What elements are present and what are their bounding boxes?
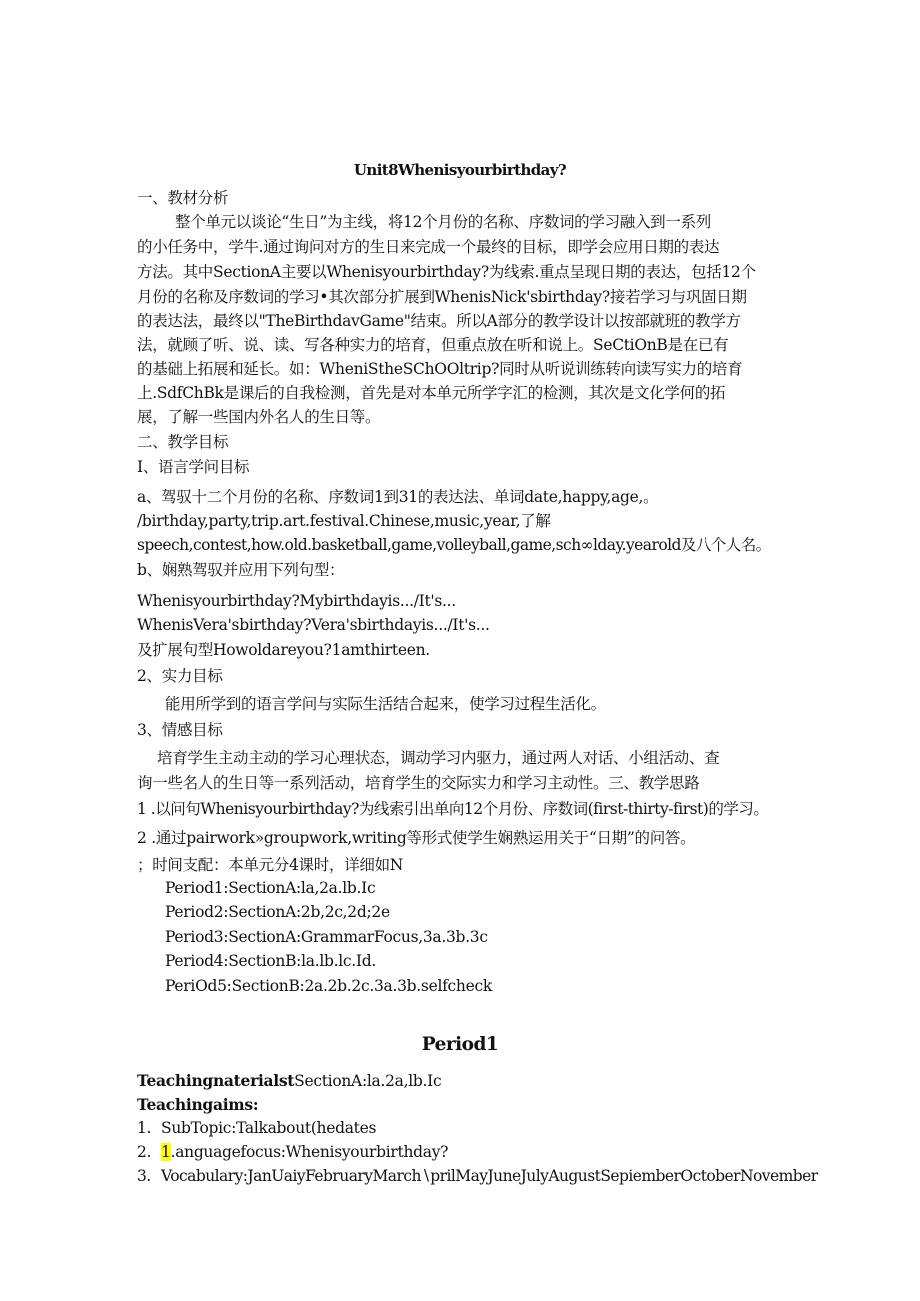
sentence-pattern: WhenisVera'sbirthday?Vera'sbirthdayis.../It's... bbox=[137, 616, 490, 634]
period-schedule-item: Period3:SectionA:GrammarFocus,3a.3b.3c bbox=[165, 928, 488, 946]
period-title: Period1 bbox=[421, 1034, 499, 1055]
aim-number: 3. bbox=[137, 1167, 151, 1185]
highlighted-text: 1 bbox=[161, 1143, 171, 1161]
aim-item bbox=[137, 1164, 818, 1188]
goal-a-line: /birthday,party,trip.art.festival.Chinese,music,year,了解 bbox=[137, 512, 551, 530]
aim-number: 1. bbox=[137, 1119, 152, 1137]
paragraph-line: 的表达法，最终以"TheBirthdavGame"结束。所以A部分的教学设计以按部就班的教学方 bbox=[137, 312, 741, 330]
section-heading-teaching-goals: 二、教学目标 bbox=[137, 433, 229, 451]
aim-text: SubTopic:Talkabout(hedates bbox=[161, 1119, 377, 1137]
aim-number: 2. bbox=[137, 1143, 152, 1161]
aim-text: Vocabulary:JanUaiyFebruaryMarch∖prilMayJuneJulyAugustSepiemberOctoberNovember bbox=[161, 1167, 818, 1185]
paragraph-line: 上.SdfChBk是课后的自我检测，首先是对本单元所学字汇的检测，其次是文化学何的拓 bbox=[137, 384, 726, 402]
goal-a-line: a、驾驭十二个月份的名称、序数词1到31的表达法、单词date,happy,age,。 bbox=[137, 488, 659, 506]
section-heading-textbook-analysis: 一、教材分析 bbox=[137, 189, 229, 207]
paragraph-line: 的小任务中，学牛.通过询问对方的生日来完成一个最终的目标，即学会应用日期的表达 bbox=[137, 238, 720, 256]
paragraph-line: 月份的名称及序数词的学习•其次部分扩展到WhenisNick'sbirthday?接若学习与巩固日期 bbox=[137, 288, 747, 306]
paragraph-line: 培育学生主动主动的学习心理状态，调动学习内驱力，通过两人对话、小组活动、查 bbox=[157, 749, 720, 767]
period-schedule-item: Period4:SectionB:la.lb.lc.Id. bbox=[165, 952, 376, 970]
aim-item bbox=[137, 1116, 376, 1140]
time-arrangement: ；时间支配：本单元分4课时，详细如N bbox=[137, 856, 404, 874]
paragraph-line: 询一些名人的生日等一系列活动，培育学生的交际实力和学习主动性。三、教学思路 bbox=[137, 774, 700, 792]
subheading-emotion-goals: 3、情感目标 bbox=[137, 721, 223, 739]
teaching-materials-label: Teachingnaterialst bbox=[137, 1071, 295, 1090]
unit-title: Unit8Whenisyourbirthday? bbox=[353, 161, 567, 179]
paragraph-line: 的基础上拓展和延长。如：WheniStheSChOOltrip?同时从听说训练转向读写实力的培育 bbox=[137, 360, 743, 378]
paragraph-line: 法，就顾了听、说、读、写各种实力的培育，但重点放在听和说上。SeCtiOnB是在已有 bbox=[137, 336, 729, 354]
paragraph-line: 展，了解一些国内外名人的生日等。 bbox=[137, 408, 381, 426]
teaching-idea-1: 1 .以问句Whenisyourbirthday?为线索引出单向12个月份、序数词(first-thirty-first)的学习。 bbox=[137, 800, 769, 818]
sentence-pattern: Whenisyourbirthday?Mybirthdayis.../It's... bbox=[137, 592, 456, 610]
paragraph-line: 整个单元以谈论“生日”为主线，将12个月份的名称、序数词的学习融入到一系列 bbox=[175, 213, 711, 231]
teaching-materials-value: SectionA:la.2a,lb.Ic bbox=[294, 1072, 442, 1090]
period-schedule-item: Period1:SectionA:la,2a.lb.Ic bbox=[165, 879, 376, 897]
ability-goal-text: 能用所学到的语言学问与实际生活结合起来，使学习过程生活化。 bbox=[165, 695, 606, 713]
goal-b-line: b、娴熟驾驭并应用下列句型： bbox=[137, 561, 345, 579]
period-schedule-item: PeriOd5:SectionB:2a.2b.2c.3a.3b.selfcheck bbox=[165, 977, 492, 995]
sentence-pattern: 及扩展句型Howoldareyou?1amthirteen. bbox=[137, 641, 430, 659]
teaching-idea-2: 2 .通过pairwork»groupwork,writing等形式使学生娴熟运用关于“日期”的问答。 bbox=[137, 829, 696, 847]
period-schedule-item: Period2:SectionA:2b,2c,2d;2e bbox=[165, 903, 390, 921]
aim-item bbox=[137, 1140, 448, 1164]
teaching-materials-line bbox=[137, 1069, 441, 1093]
paragraph-line: 方法。其中SectionA主要以Whenisyourbirthday?为线索.重点呈现日期的表达，包括12个 bbox=[137, 263, 756, 281]
subheading-ability-goals: 2、实力目标 bbox=[137, 667, 223, 685]
subheading-language-knowledge: I、语言学问目标 bbox=[137, 458, 250, 476]
aim-text: .anguagefocus:Whenisyourbirthday? bbox=[170, 1143, 449, 1161]
goal-a-line: speech,contest,how.old.basketball,game,volleyball,game,sch∞lday.yearold及八个人名。 bbox=[137, 536, 771, 554]
teaching-aims-label: Teachingaims: bbox=[137, 1095, 259, 1114]
